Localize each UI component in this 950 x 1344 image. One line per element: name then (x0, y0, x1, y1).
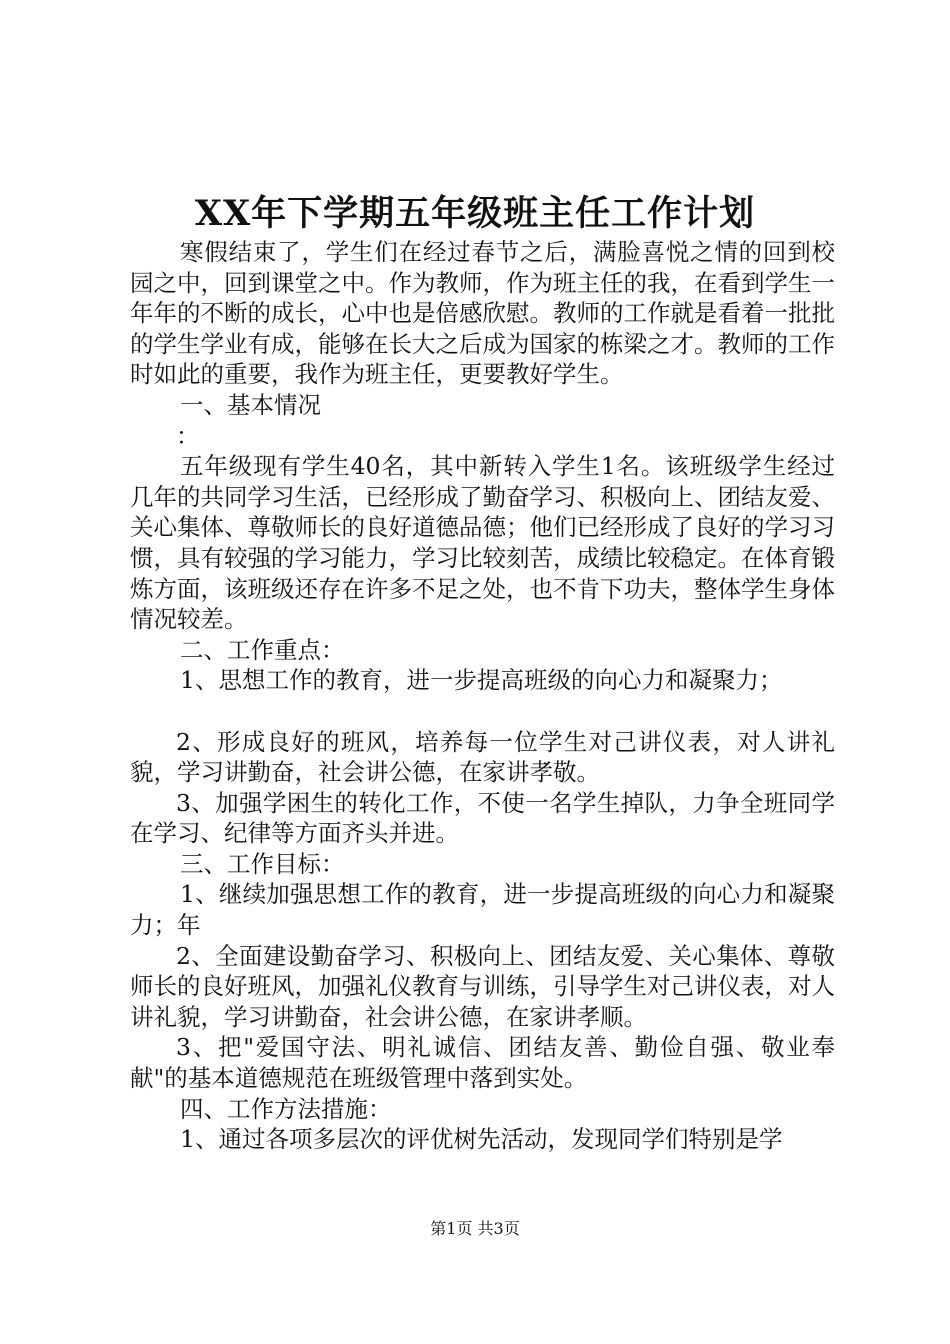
intro-paragraph: 寒假结束了，学生们在经过春节之后，满脸喜悦之情的回到校园之中，回到课堂之中。作为教师，作为班主任的我，在看到学生一年年的不断的成长，心中也是倍感欣慰。教师的工作就是看着一批批的学生学业有成，能够在长大之后成为国家的栋梁之才。教师的工作时如此的重要，我作为班主任，更要教好学生。 (130, 238, 835, 389)
method-item-1: 1、通过各项多层次的评优树先活动，发现同学们特别是学 (180, 1125, 783, 1154)
basic-situation-paragraph: 五年级现有学生40名，其中新转入学生1名。该班级学生经过几年的共同学习生活，已经形成了勤奋学习、积极向上、团结友爱、关心集体、尊敬师长的良好道德品德；他们已经形成了良好的学习习惯，具有较强的学习能力，学习比较刻苦，成绩比较稳定。在体育锻炼方面，该班级还存在许多不足之处，也不肯下功夫，整体学生身体情况较差。 (130, 452, 835, 634)
document-title: XX年下学期五年级班主任工作计划 (194, 193, 756, 234)
section-heading-focus: 二、工作重点： (180, 635, 345, 664)
document-body (130, 237, 835, 1155)
focus-item-1: 1、思想工作的教育，进一步提高班级的向心力和凝聚力； (180, 666, 783, 695)
focus-item-2: 2、形成良好的班风，培养每一位学生对己讲仪表，对人讲礼貌，学习讲勤奋，社会讲公德，在家讲孝敬。 (130, 727, 835, 787)
page-number-footer: 第1页 共3页 (430, 1219, 520, 1238)
goal-item-2: 2、全面建设勤奋学习、积极向上、团结友爱、关心集体、尊敬师长的良好班风，加强礼仪教育与训练，引导学生对己讲仪表，对人讲礼貌，学习讲勤奋，社会讲公德，在家讲孝顺。 (130, 941, 835, 1031)
stray-colon: ： (176, 421, 200, 450)
goal-item-1: 1、继续加强思想工作的教育，进一步提高班级的向心力和凝聚力；年 (130, 880, 835, 940)
goal-item-3: 3、把"爱国守法、明礼诚信、团结友善、勤俭自强、敬业奉献"的基本道德规范在班级管理中落到实处。 (130, 1033, 835, 1093)
section-heading-methods: 四、工作方法措施： (180, 1094, 392, 1123)
section-heading-goals: 三、工作目标： (180, 849, 345, 878)
blank-line (130, 696, 835, 727)
focus-item-3: 3、加强学困生的转化工作，不使一名学生掉队，力争全班同学在学习、纪律等方面齐头并进。 (130, 788, 835, 848)
section-heading-basic: 一、基本情况 (180, 390, 321, 419)
